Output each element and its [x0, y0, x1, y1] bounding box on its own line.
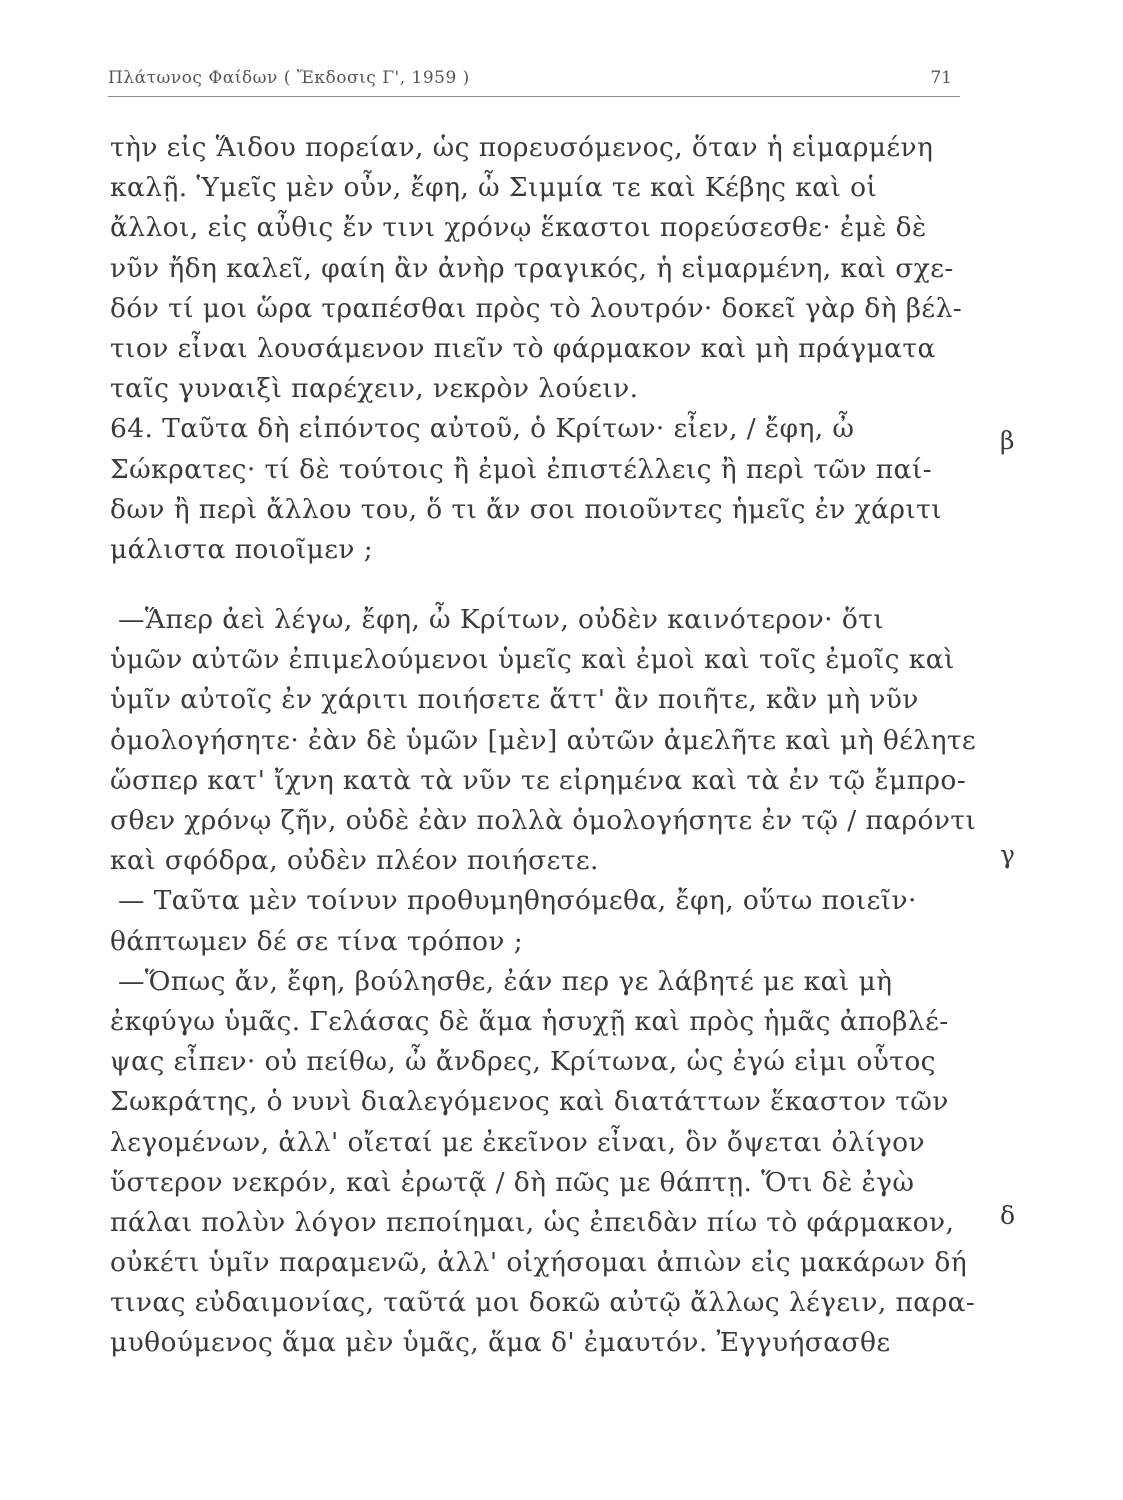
page-number: 71	[930, 68, 952, 88]
text-line: Σώκρατες· τί δὲ τούτοις ἢ ἐμοὶ ἐπιστέλλεις ἢ περὶ τῶν παί-	[110, 453, 933, 485]
text-line: σθεν χρόνῳ ζῆν, οὐδὲ ἐὰν πολλὰ ὁμολογήσητε ἐν τῷ / παρόντι	[110, 805, 977, 836]
text-line: ὥσπερ κατ' ἴχνη κατὰ τὰ νῦν τε εἰρημένα καὶ τὰ ἐν τῷ ἔμπρο-	[110, 764, 967, 796]
greek-text-body	[110, 128, 977, 1364]
text-line: τὴν εἰς Ἅιδου πορείαν, ὡς πορευσόμενος, ὅταν ἡ εἱμαρμένη	[110, 132, 934, 163]
text-line: δων ἢ περὶ ἄλλου του, ὅ τι ἄν σοι ποιοῦντες ἡμεῖς ἐν χάριτι	[110, 493, 943, 525]
text-line: ψας εἶπεν· οὐ πείθω, ὦ ἄνδρες, Κρίτωνα, ὡς ἐγώ εἰμι οὗτος	[110, 1046, 936, 1078]
text-line: τινας εὐδαιμονίας, ταῦτά μοι δοκῶ αὐτῷ ἄλλως λέγειν, παρα-	[110, 1287, 976, 1319]
text-line: καὶ σφόδρα, οὐδὲν πλέον ποιήσετε.	[110, 845, 599, 877]
text-line: ἄλλοι, εἰς αὖθις ἔν τινι χρόνῳ ἕκαστοι πορεύσεσθε· ἐμὲ δὲ	[110, 212, 927, 244]
text-line: τιον εἶναι λουσάμενον πιεῖν τὸ φάρμακον καὶ μὴ πράγματα	[110, 332, 936, 364]
text-line: ὁμολογήσητε· ἐὰν δὲ ὑμῶν [μὲν] αὐτῶν ἀμελῆτε καὶ μὴ θέλητε	[110, 724, 977, 756]
text-line: καλῇ. Ὑμεῖς μὲν οὖν, ἔφη, ὦ Σιμμία τε καὶ Κέβης καὶ οἱ	[110, 172, 878, 204]
dialogue-line: —Ὅπως ἄν, ἔφη, βούλησθε, ἐάν περ γε λάβητέ με καὶ μὴ	[118, 965, 893, 997]
text-line: ὑμῖν αὐτοῖς ἐν χάριτι ποιήσετε ἅττ' ἂν ποιῆτε, κἂν μὴ νῦν	[110, 684, 919, 716]
text-line: οὐκέτι ὑμῖν παραμενῶ, ἀλλ' οἰχήσομαι ἀπιὼν εἰς μακάρων δή	[110, 1247, 967, 1279]
margin-letter-b: β	[1000, 426, 1015, 455]
text-line: μυθούμενος ἅμα μὲν ὑμᾶς, ἅμα δ' ἐμαυτόν. Ἐγγυήσασθε	[110, 1327, 891, 1359]
dialogue-line: — Ταῦτα μὲν τοίνυν προθυμηθησόμεθα, ἔφη, οὕτω ποιεῖν·	[118, 885, 917, 917]
text-line: νῦν ἤδη καλεῖ, φαίη ἂν ἀνὴρ τραγικός, ἡ εἱμαρμένη, καὶ σχε-	[110, 252, 954, 284]
text-line: δόν τί μοι ὥρα τραπέσθαι πρὸς τὸ λουτρόν· δοκεῖ γὰρ δὴ βέλ-	[110, 292, 963, 324]
text-line: ὑμῶν αὐτῶν ἐπιμελούμενοι ὑμεῖς καὶ ἐμοὶ καὶ τοῖς ἐμοῖς καὶ	[110, 644, 955, 676]
running-title: Πλάτωνος Φαίδων ( Ἔκδοσις Γ', 1959 )	[108, 68, 470, 88]
running-header	[108, 64, 960, 97]
text-line: ταῖς γυναιξὶ παρέχειν, νεκρὸν λούειν.	[110, 373, 639, 405]
text-line: λεγομένων, ἀλλ' οἴεταί με ἐκεῖνον εἶναι, ὃν ὄψεται ὀλίγον	[110, 1126, 925, 1158]
text-line: Σωκράτης, ὁ νυνὶ διαλεγόμενος καὶ διατάττων ἕκαστον τῶν	[110, 1086, 949, 1118]
margin-letter-g: γ	[1000, 840, 1015, 869]
text-line: ἐκφύγω ὑμᾶς. Γελάσας δὲ ἅμα ἡσυχῇ καὶ πρὸς ἡμᾶς ἀποβλέ-	[110, 1005, 949, 1037]
text-line: θάπτωμεν δέ σε τίνα τρόπον ;	[110, 925, 524, 957]
text-line: πάλαι πολὺν λόγον πεποίημαι, ὡς ἐπειδὰν πίω τὸ φάρμακον,	[110, 1206, 955, 1238]
text-line: μάλιστα ποιοῖμεν ;	[110, 533, 374, 565]
section-64-start: 64. Ταῦτα δὴ εἰπόντος αὐτοῦ, ὁ Κρίτων· εἶεν, / ἔφη, ὦ	[110, 413, 855, 445]
text-line: ὕστερον νεκρόν, καὶ ἐρωτᾷ / δὴ πῶς με θάπτῃ. Ὅτι δὲ ἐγὼ	[110, 1166, 915, 1198]
dialogue-line: —Ἅπερ ἀεὶ λέγω, ἔφη, ὦ Κρίτων, οὐδὲν καινότερον· ὅτι	[118, 604, 885, 636]
margin-letter-d: δ	[1000, 1201, 1016, 1230]
